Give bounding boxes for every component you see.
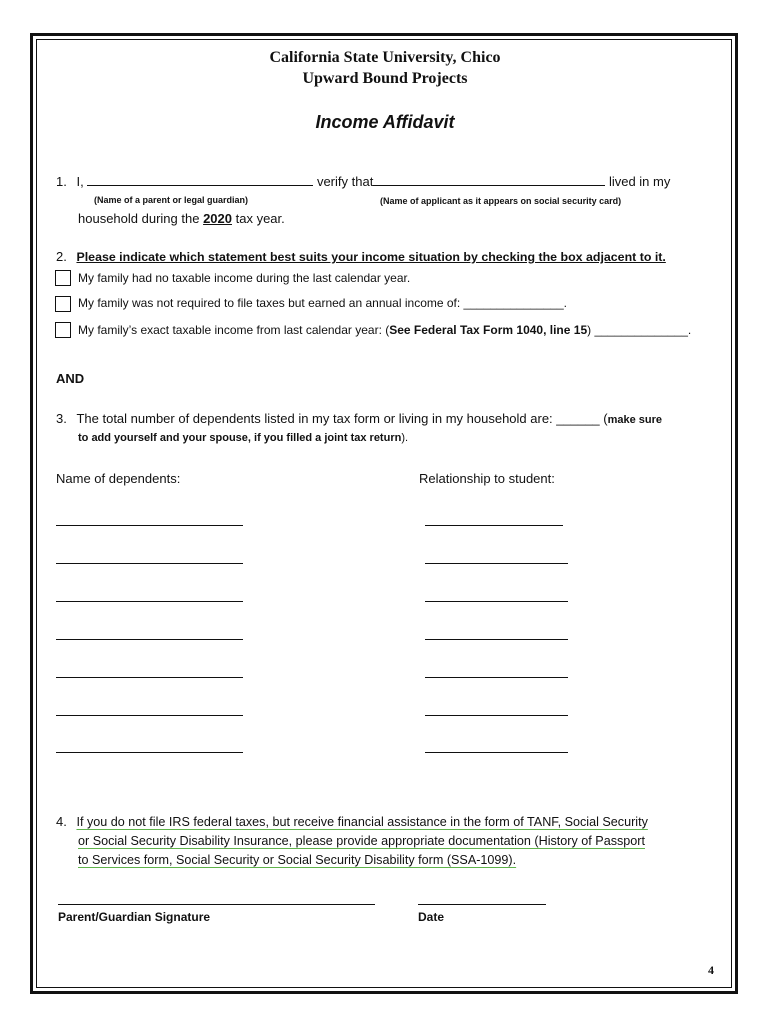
section2-number: 2. [56,249,67,264]
dependent-name-field-5[interactable] [56,677,243,678]
household-line [78,211,285,226]
option3-suffix: ) ______________. [587,323,692,337]
dependent-relation-field-7[interactable] [425,752,568,753]
dependent-relation-field-5[interactable] [425,677,568,678]
parent-name-field[interactable] [87,173,313,186]
i-label: I, [76,174,84,189]
section4-line2 [78,834,645,848]
checkbox-no-income[interactable] [55,270,71,286]
section3-text: The total number of dependents listed in my tax form or living in my household are: ______ ( [76,411,608,426]
dependent-name-field-7[interactable] [56,752,243,753]
dependent-relation-field-2[interactable] [425,563,568,564]
dependent-relation-field-1[interactable] [425,525,563,526]
dependent-relation-field-6[interactable] [425,715,568,716]
dependent-name-field-4[interactable] [56,639,243,640]
date-label: Date [418,910,445,924]
page-number: 4 [708,963,714,977]
applicant-name-field[interactable] [373,173,605,186]
form-title: Income Affidavit [315,112,455,132]
parent-signature-label: Parent/Guardian Signature [58,910,211,924]
section3-bold1: make sure [607,414,663,426]
section1-number: 1. [56,174,67,189]
section3-number: 3. [56,411,67,426]
hint-parent: (Name of a parent or legal guardian) [94,195,249,205]
tax-year: 2020 [203,211,232,226]
household-prefix: household during the [78,211,200,226]
dependent-relation-field-4[interactable] [425,639,568,640]
option3-prefix: My family’s exact taxable income from last calendar year: ( [78,323,390,337]
dependent-name-field-2[interactable] [56,563,243,564]
option-no-income: My family had no taxable income during the last calendar year. [78,271,411,285]
dependent-relation-field-3[interactable] [425,601,568,602]
hint-applicant: (Name of applicant as it appears on social security card) [380,196,622,206]
section4-text3: to Services form, Social Security or Social Security Disability form (SSA-1099). [78,853,517,867]
section3-line1 [56,411,662,426]
dependent-name-field-1[interactable] [56,525,243,526]
checkbox-exact-income[interactable] [55,322,71,338]
section4-text1: If you do not file IRS federal taxes, but receive financial assistance in the form of TANF, Social Security [76,815,648,829]
section3-closing: ). [401,432,409,444]
household-suffix: tax year. [235,211,285,226]
section3-line2 [78,432,408,444]
verify-label: verify that [316,174,374,189]
section4-line1 [56,814,648,829]
section4-number: 4. [56,814,67,829]
section1-line [56,173,670,189]
option-not-required: My family was not required to file taxes but earned an annual income of: _______________. [78,296,567,310]
program-title: Upward Bound Projects [302,70,468,87]
section3-bold2: to add yourself and your spouse, if you filled a joint tax return [78,432,402,444]
dependents-name-header: Name of dependents: [56,471,181,486]
option-exact-income [78,323,691,337]
dependents-relationship-header: Relationship to student: [419,471,555,486]
section2-heading-line [56,249,666,264]
checkbox-not-required[interactable] [55,296,71,312]
section2-heading: Please indicate which statement best suits your income situation by checking the box adjacent to it. [76,250,666,264]
and-label: AND [56,371,85,386]
lived-label: lived in my [608,174,671,189]
section4-line3 [78,853,516,867]
university-title: California State University, Chico [269,49,501,66]
dependent-name-field-6[interactable] [56,715,243,716]
parent-signature-field[interactable] [58,904,375,905]
option3-bold: See Federal Tax Form 1040, line 15 [389,323,588,337]
dependent-name-field-3[interactable] [56,601,243,602]
date-field[interactable] [418,904,546,905]
section4-text2: or Social Security Disability Insurance, please provide appropriate documentation (History of Passport [78,834,645,848]
